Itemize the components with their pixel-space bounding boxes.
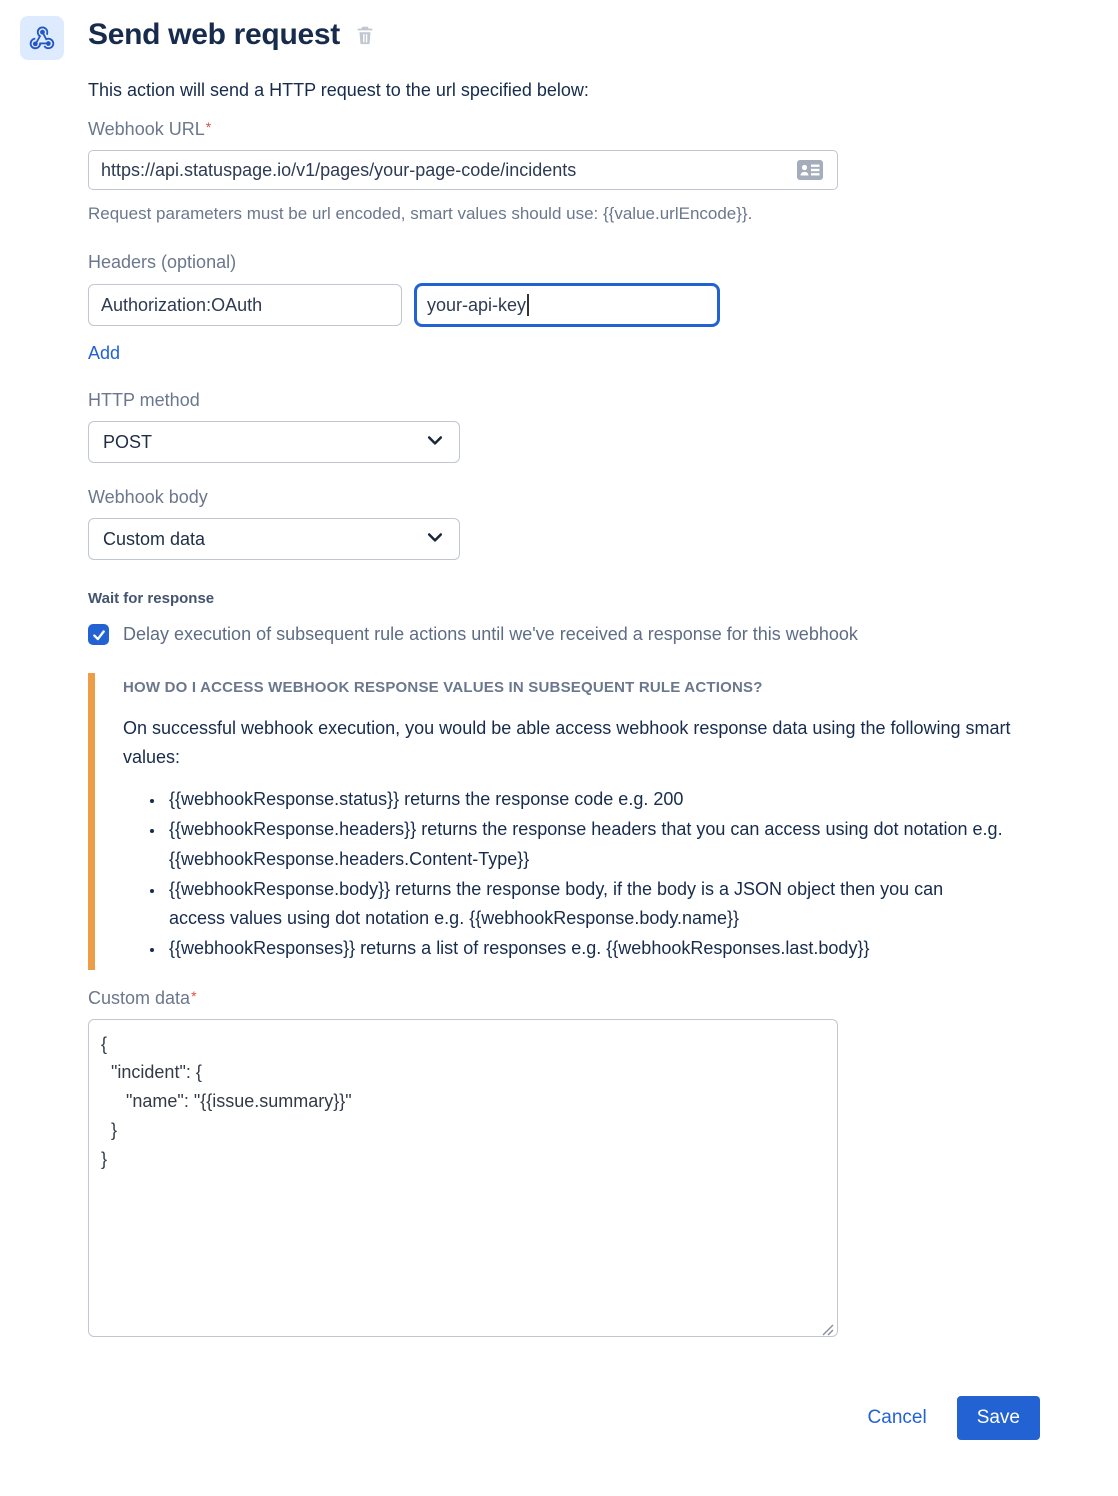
list-item: • {{webhookResponse.headers}} returns the response headers that you can access using dot notation e.g. {{webhookResponse.headers.Content-Type}} bbox=[165, 815, 1003, 874]
action-description: This action will send a HTTP request to the url specified below: bbox=[88, 80, 589, 100]
chevron-down-icon bbox=[425, 430, 445, 455]
http-method-select[interactable] bbox=[88, 421, 460, 463]
page-title: Send web request bbox=[88, 18, 340, 51]
webhook-response-info-panel bbox=[88, 673, 1040, 970]
list-item: • {{webhookResponse.status}} returns the response code e.g. 200 bbox=[165, 785, 1003, 815]
text-cursor bbox=[527, 294, 529, 316]
custom-data-textarea[interactable] bbox=[88, 1019, 838, 1337]
webhook-icon bbox=[20, 16, 64, 60]
header-value-input[interactable] bbox=[414, 283, 720, 327]
trash-icon[interactable] bbox=[354, 23, 376, 52]
add-header-link[interactable]: Add bbox=[88, 343, 121, 363]
header-value-text: your-api-key bbox=[427, 294, 527, 315]
info-panel-body: On successful webhook execution, you would be able access webhook response data using the following smart values: bbox=[123, 717, 1011, 767]
info-panel-heading: HOW DO I ACCESS WEBHOOK RESPONSE VALUES IN SUBSEQUENT RULE ACTIONS? bbox=[123, 678, 763, 696]
http-method-label: HTTP method bbox=[88, 390, 200, 410]
resize-handle[interactable] bbox=[820, 1322, 834, 1336]
smart-values-list bbox=[123, 785, 1003, 963]
list-item: • {{webhookResponses}} returns a list of responses e.g. {{webhookResponses.last.body}} bbox=[165, 934, 1003, 964]
webhook-url-input[interactable] bbox=[88, 150, 838, 190]
page-header bbox=[0, 0, 1118, 60]
cancel-button[interactable]: Cancel bbox=[867, 1406, 927, 1428]
list-item: • {{webhookResponse.body}} returns the response body, if the body is a JSON object then you can access values using dot notation e.g. {{webhookResponse.body.name}} bbox=[165, 875, 1003, 934]
webhook-body-label: Webhook body bbox=[88, 487, 208, 507]
required-asterisk: * bbox=[205, 119, 212, 135]
smart-value-card-icon[interactable] bbox=[794, 158, 826, 182]
headers-label: Headers (optional) bbox=[88, 252, 237, 272]
delay-execution-checkbox[interactable] bbox=[88, 624, 109, 645]
save-button[interactable]: Save bbox=[957, 1396, 1040, 1440]
webhook-body-select[interactable] bbox=[88, 518, 460, 560]
webhook-body-value: Custom data bbox=[103, 528, 206, 549]
required-asterisk: * bbox=[191, 987, 197, 1004]
custom-data-label: Custom data* bbox=[88, 987, 197, 1008]
url-encoding-help: Request parameters must be url encoded, smart values should use: {{value.urlEncode}}. bbox=[88, 204, 753, 223]
chevron-down-icon bbox=[425, 527, 445, 552]
wait-for-response-label: Wait for response bbox=[88, 590, 215, 607]
http-method-value: POST bbox=[103, 431, 153, 452]
header-key-input[interactable] bbox=[88, 284, 402, 326]
webhook-url-label: Webhook URL* bbox=[88, 119, 212, 139]
delay-execution-label: Delay execution of subsequent rule actions until we've received a response for this webhook bbox=[123, 624, 858, 644]
